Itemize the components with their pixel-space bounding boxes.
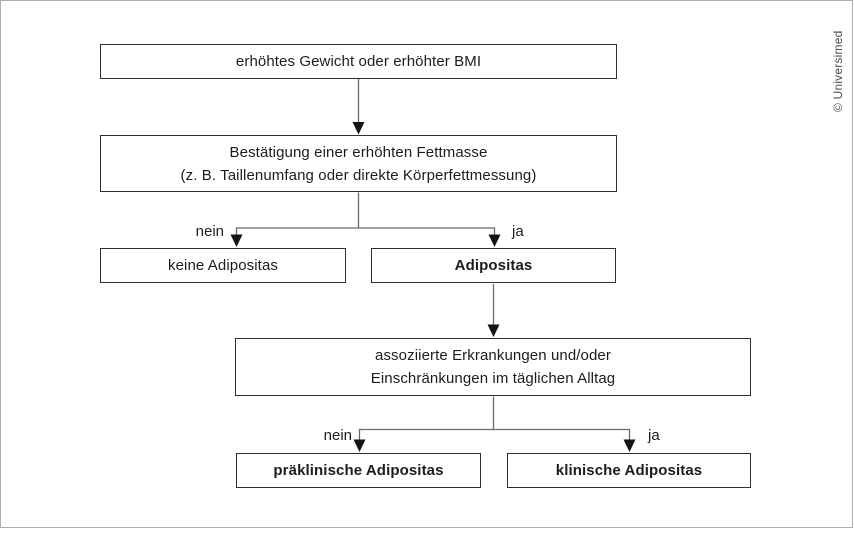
node-preclinical-obesity-label: präklinische Adipositas	[273, 462, 444, 479]
node-associated-conditions-line2: Einschränkungen im täglichen Alltag	[370, 370, 616, 387]
branch2-label-ja: ja	[648, 427, 660, 444]
node-clinical-obesity-label: klinische Adipositas	[555, 462, 703, 479]
node-fatmass-line1: Bestätigung einer erhöhten Fettmasse	[229, 143, 488, 161]
node-obesity-label: Adipositas	[454, 257, 533, 274]
node-no-obesity-label: keine Adipositas	[167, 257, 278, 274]
node-associated-conditions-line1: assoziierte Erkrankungen und/oder	[375, 347, 611, 364]
copyright-credit: © Universimed	[831, 30, 845, 112]
node-associated-conditions	[235, 338, 751, 396]
node-fatmass-confirmation	[100, 135, 617, 192]
node-elevated-weight-bmi-label: erhöhtes Gewicht oder erhöhter BMI	[235, 53, 482, 70]
branch2-label-nein: nein	[323, 427, 352, 444]
node-clinical-obesity	[507, 453, 751, 488]
branch1-label-nein: nein	[195, 223, 224, 240]
branch1-label-ja: ja	[512, 223, 524, 240]
node-no-obesity	[100, 248, 346, 283]
node-elevated-weight-bmi	[100, 44, 617, 79]
node-preclinical-obesity	[236, 453, 481, 488]
node-obesity	[371, 248, 616, 283]
node-fatmass-line2: (z. B. Taillenumfang oder direkte Körperfettmessung)	[180, 166, 537, 184]
